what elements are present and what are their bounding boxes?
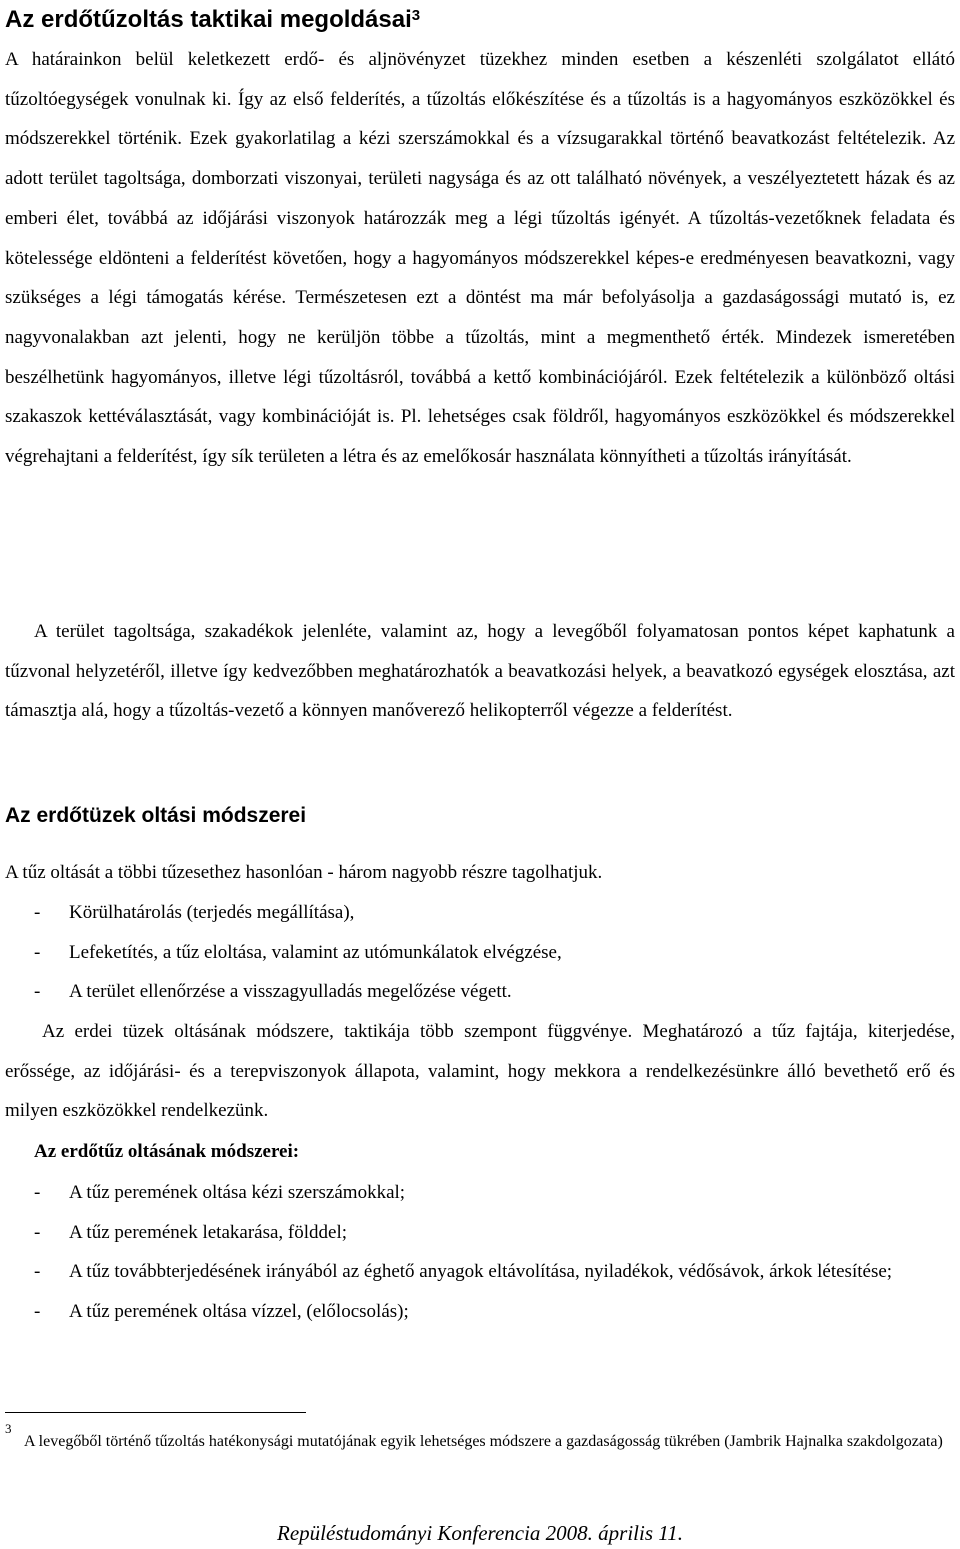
footnote-reference: 3 bbox=[411, 7, 421, 24]
paragraph-terrain: A terület tagoltsága, szakadékok jelenléte, valamint az, hogy a levegőből folyamatosan pontos képet kaphatunk a tűzvonal helyzetéről, illetve így kedvezőbben meghatározhatók a beavatkozási helyek, a beavatkozó egységek elosztása, azt támasztja alá, hogy a tűzoltás-vezető a könnyen manőverező helikopterről végezze a felderítést. bbox=[5, 621, 955, 722]
footnote-separator bbox=[5, 1412, 306, 1413]
paragraph-section-intro: A tűz oltását a többi tűzesethez hasonlóan - három nagyobb részre tagolhatjuk. bbox=[5, 862, 603, 883]
dash-marker: - bbox=[34, 981, 41, 1003]
list-item-text: A tűz peremének letakarása, földdel; bbox=[69, 1221, 348, 1243]
list-item bbox=[5, 972, 955, 1012]
footnote-number: 3 bbox=[5, 1421, 12, 1436]
page-footer: Repüléstudományi Konferencia 2008. április 11. bbox=[277, 1521, 683, 1545]
methods-heading: Az erdőtűz oltásának módszerei: bbox=[34, 1141, 300, 1162]
paragraph-tactics: Az erdei tüzek oltásának módszere, taktikája több szempont függvénye. Meghatározó a tűz fajtája, kiterjedése, erőssége, az időjárási- és a terepviszonyok állapota, valamint, hogy mekkora a rendelkezésünkre álló bevethető erő és milyen eszközökkel rendelkezünk. bbox=[5, 1021, 955, 1122]
list-item-text: Lefeketítés, a tűz eloltása, valamint az utómunkálatok elvégzése, bbox=[69, 941, 562, 963]
list-item bbox=[5, 1252, 955, 1292]
list-item-text: A tűz peremének oltása vízzel, (előlocsolás); bbox=[69, 1301, 409, 1323]
dash-marker: - bbox=[34, 1301, 41, 1323]
methods-list bbox=[5, 1173, 955, 1332]
paragraph-intro: A határainkon belül keletkezett erdő- és aljnövényzet tüzekhez minden esetben a készenléti szolgálatot ellátó tűzoltóegységek vonulnak ki. Így az első felderítés, a tűzoltás előkészítése és a tűzoltás is a hagyományos eszközökkel és módszerekkel történik. Ezek gyakorlatilag a kézi szerszámokkal és a vízsugarakkal történő beavatkozást feltételezik. Az adott terület tagoltsága, domborzati viszonyai, területi nagysága és az ott található növények, a veszélyeztetett házak és az emberi élet, továbbá az időjárási viszonyok határozzák meg a légi tűzoltás igényét. A tűzoltás-vezetőknek feladata és kötelessége eldönteni a felderítést követően, hogy a hagyományos módszerekkel képes-e eredményesen beavatkozni, vagy szükséges a légi támogatás kérése. Természetesen ezt a döntést ma már befolyásolja a gazdaságossági mutató is, ez nagyvonalakban azt jelenti, hogy ne kerüljön többe a tűzoltás, mint a megmenthető érték. Mindezek ismeretében beszélhetünk hagyományos, illetve légi tűzoltásról, továbbá a kettő kombinációjáról. Ezek feltételezik a különböző oltási szakaszok kettéválasztását, vagy kombinációját is. Pl. lehetséges csak földről, hagyományos eszközökkel és módszerekkel végrehajtani a felderítést, így sík területen a létra és az emelőkosár használata könnyítheti a tűzoltás irányítását. bbox=[5, 49, 955, 468]
list-item bbox=[5, 1213, 955, 1253]
footnote-text: A levegőből történő tűzoltás hatékonysági mutatójának egyik lehetséges módszere a gazdaságosság tükrében (Jambrik Hajnalka szakdolgozata) bbox=[24, 1433, 943, 1450]
list-item-text: A tűz továbbterjedésének irányából az éghető anyagok eltávolítása, nyiladékok, védősávok, árkok létesítése; bbox=[69, 1261, 893, 1283]
list-item-text: A terület ellenőrzése a visszagyulladás megelőzése végett. bbox=[69, 981, 512, 1003]
phase-list bbox=[5, 893, 955, 1012]
list-item bbox=[5, 1292, 955, 1332]
dash-marker: - bbox=[34, 902, 41, 923]
title-text: Az erdőtűzoltás taktikai megoldásai bbox=[5, 6, 412, 33]
dash-marker: - bbox=[34, 941, 41, 963]
dash-marker: - bbox=[34, 1182, 41, 1203]
dash-marker: - bbox=[34, 1221, 41, 1243]
list-item-text: Körülhatárolás (terjedés megállítása), bbox=[69, 902, 355, 923]
dash-marker: - bbox=[34, 1261, 41, 1283]
list-item bbox=[5, 1173, 955, 1213]
section-heading: Az erdőtüzek oltási módszerei bbox=[5, 804, 307, 827]
list-item-text: A tűz peremének oltása kézi szerszámokkal; bbox=[69, 1182, 406, 1203]
list-item bbox=[5, 933, 955, 973]
list-item bbox=[5, 893, 955, 933]
page-title bbox=[5, 6, 420, 34]
